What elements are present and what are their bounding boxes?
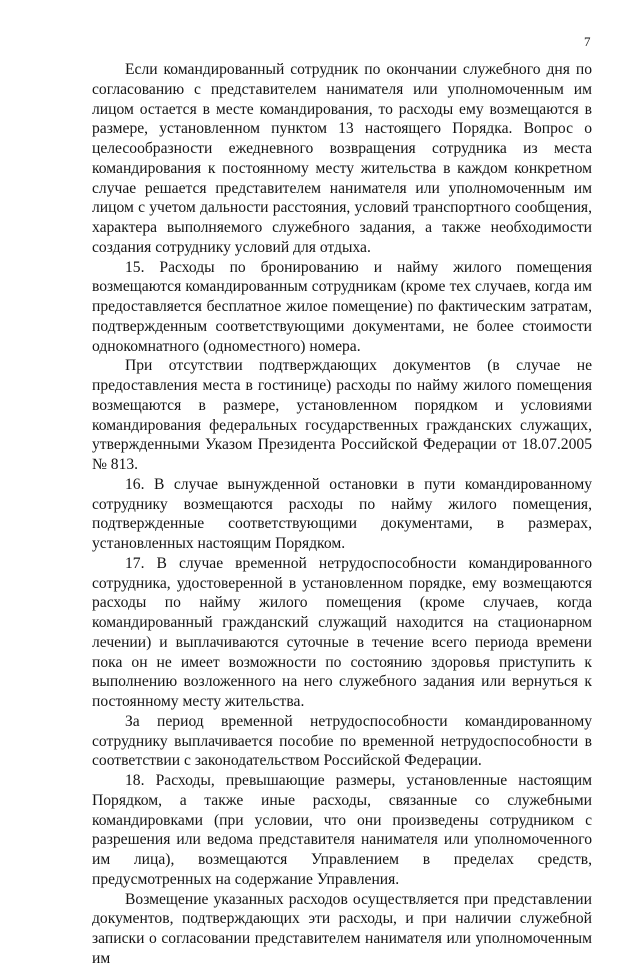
paragraph-17-temporary-disability: 17. В случае временной нетрудоспособности командированного сотрудника, удостоверенной в установленном порядке, ему возмещаются расходы по найму жилого помещения (кроме случаев, когда командированный гражданский служащий находится на стационарном лечении) и выплачиваются суточные в течение всего периода времени пока он не имеет возможности по состоянию здоровья приступить к выполнению возложенного на него служебного задания или вернуться к постоянному месту жительства. (92, 554, 592, 710)
document-body (92, 60, 592, 969)
paragraph-18-excess-expenses: 18. Расходы, превышающие размеры, установленные настоящим Порядком, а также иные расходы, связанные со служебными командировками (при условии, что они произведены сотрудником с разрешения или ведома представителя нанимателя или уполномоченного им лица), возмещаются Управлением в пределах средств, предусмотренных на содержание Управления. (92, 772, 592, 888)
paragraph-disability-allowance: За период временной нетрудоспособности командированному сотруднику выплачивается пособие по временной нетрудоспособности в соответствии с законодательством Российской Федерации. (92, 712, 592, 770)
paragraph-15-accommodation-costs: 15. Расходы по бронированию и найму жилого помещения возмещаются командированным сотрудникам (кроме тех случаев, когда им предоставляется бесплатное жилое помещение) по фактическим затратам, подтвержденным соответствующими документами, не более стоимости однокомнатного (одноместного) номера. (92, 258, 592, 355)
paragraph-no-documents: При отсутствии подтверждающих документов (в случае не предоставления места в гостинице) расходы по найму жилого помещения возмещаются в размере, установленном порядком и условиями командирования федеральных государственных гражданских служащих, утвержденными Указом Президента Российской Федерации от 18.07.2005 № 813. (92, 357, 592, 473)
page-number: 7 (584, 34, 591, 49)
paragraph-return-conditions: Если командированный сотрудник по окончании служебного дня по согласованию с представителем нанимателя или уполномоченным им лицом остается в месте командирования, то расходы ему возмещаются в размере, установленном пунктом 13 настоящего Порядка. Вопрос о целесообразности ежедневного возвращения сотрудника из места командирования к постоянному месту жительства в каждом конкретном случае решается представителем нанимателя или уполномоченным им лицом с учетом дальности расстояния, условий транспортного сообщения, характера выполняемого служебного задания, а также необходимости создания сотруднику условий для отдыха. (92, 61, 592, 256)
paragraph-16-forced-stop: 16. В случае вынужденной остановки в пути командированному сотруднику возмещаются расходы по найму жилого помещения, подтвержденные соответствующими документами, в размерах, установленных настоящим Порядком. (92, 475, 592, 552)
paragraph-reimbursement-procedure: Возмещение указанных расходов осуществляется при представлении документов, подтверждающих эти расходы, и при наличии служебной записки о согласовании представителем нанимателя или уполномоченным им (92, 890, 592, 967)
